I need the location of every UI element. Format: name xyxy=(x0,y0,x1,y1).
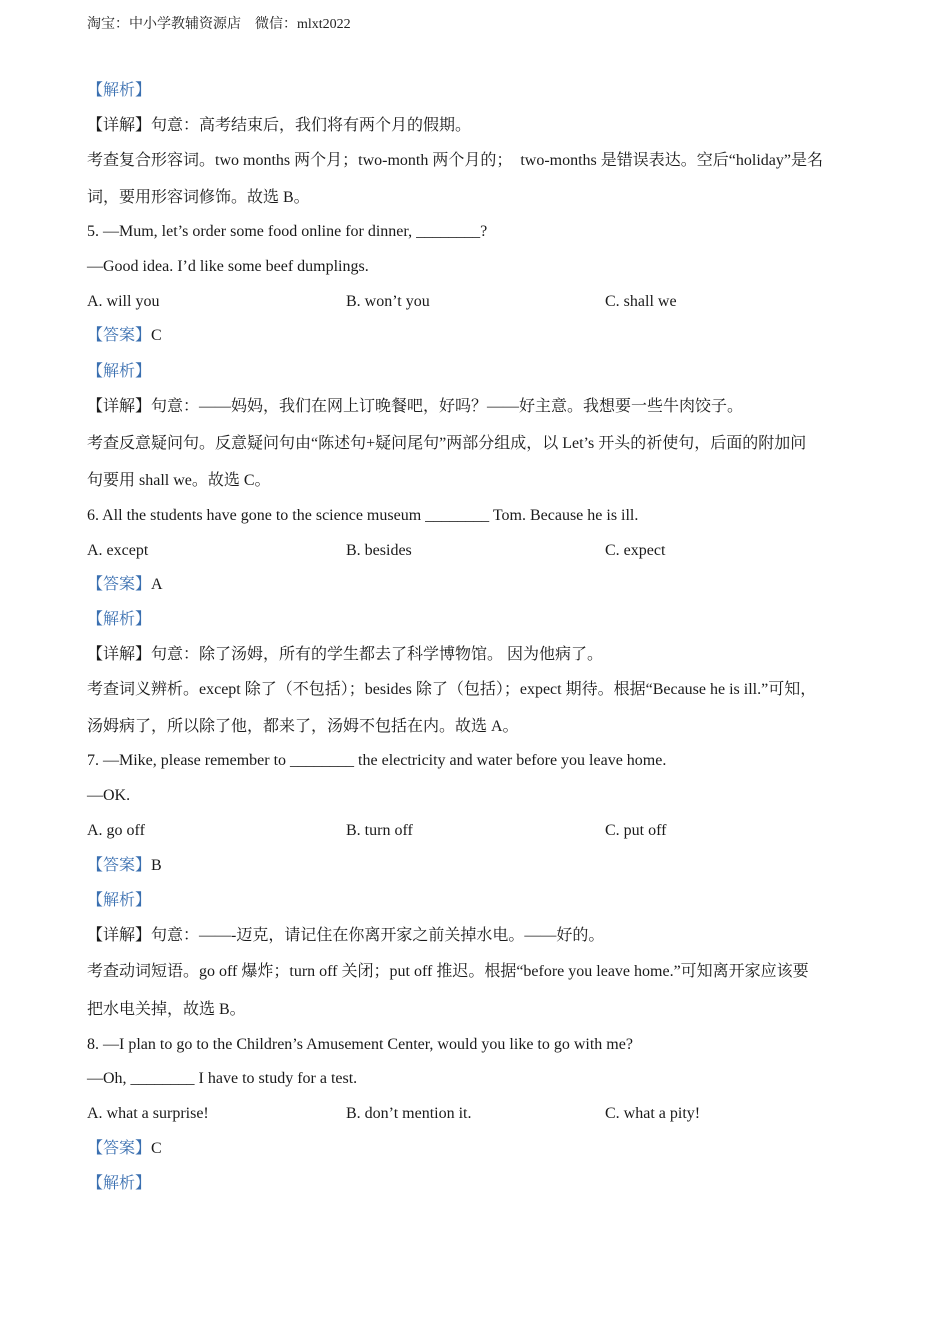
analysis-label: 【解析】 xyxy=(87,363,152,380)
q4-detail: 【详解】句意：高考结束后，我们将有两个月的假期。 xyxy=(87,117,472,134)
q7-reply: —OK. xyxy=(87,787,131,804)
q7-option-a: A. go off xyxy=(87,822,145,839)
q6-option-b: B. besides xyxy=(346,542,412,559)
q8-option-a: A. what a surprise! xyxy=(87,1105,209,1122)
q5-option-c: C. shall we xyxy=(605,293,677,310)
analysis-label: 【解析】 xyxy=(87,611,152,628)
q8-stem: 8. —I plan to go to the Children’s Amusement Center, would you like to go with me? xyxy=(87,1036,633,1053)
q7-answer: 【答案】B xyxy=(87,857,162,874)
q5-explanation-2: 句要用 shall we。故选 C。 xyxy=(87,472,271,489)
analysis-label: 【解析】 xyxy=(87,82,152,99)
q5-stem: 5. —Mum, let’s order some food online for dinner, ________? xyxy=(87,223,488,240)
q4-explanation-2: 词，要用形容词修饰。故选 B。 xyxy=(87,189,310,206)
q5-reply: —Good idea. I’d like some beef dumplings. xyxy=(87,258,369,275)
q5-answer: 【答案】C xyxy=(87,327,162,344)
q6-explanation-1: 考查词义辨析。except 除了（不包括）；besides 除了（包括）；expect 期待。根据“Because he is ill.”可知， xyxy=(87,681,817,698)
q4-explanation-1: 考查复合形容词。two months 两个月；two-month 两个月的； two-months 是错误表达。空后“holiday”是名 xyxy=(87,152,823,169)
q8-answer: 【答案】C xyxy=(87,1140,162,1157)
q6-option-c: C. expect xyxy=(605,542,666,559)
q6-option-a: A. except xyxy=(87,542,149,559)
q8-option-c: C. what a pity! xyxy=(605,1105,701,1122)
q5-option-a: A. will you xyxy=(87,293,160,310)
q6-detail: 【详解】句意：除了汤姆，所有的学生都去了科学博物馆。 因为他病了。 xyxy=(87,646,604,663)
q6-explanation-2: 汤姆病了，所以除了他，都来了，汤姆不包括在内。故选 A。 xyxy=(87,718,519,735)
q8-option-b: B. don’t mention it. xyxy=(346,1105,472,1122)
q8-reply: —Oh, ________ I have to study for a test. xyxy=(87,1070,358,1087)
analysis-label: 【解析】 xyxy=(87,892,152,909)
q5-option-b: B. won’t you xyxy=(346,293,430,310)
q7-option-b: B. turn off xyxy=(346,822,413,839)
page-header: 淘宝：中小学教辅资源店 微信：mlxt2022 xyxy=(87,17,351,32)
q7-explanation-1: 考查动词短语。go off 爆炸；turn off 关闭；put off 推迟。根据“before you leave home.”可知离开家应该要 xyxy=(87,963,809,980)
q5-explanation-1: 考查反意疑问句。反意疑问句由“陈述句+疑问尾句”两部分组成，以 Let’s 开头的祈使句，后面的附加问 xyxy=(87,435,807,452)
q6-answer: 【答案】A xyxy=(87,576,163,593)
q7-detail: 【详解】句意：——-迈克，请记住在你离开家之前关掉水电。——好的。 xyxy=(87,927,605,944)
q7-option-c: C. put off xyxy=(605,822,667,839)
q7-stem: 7. —Mike, please remember to ________ the electricity and water before you leave home. xyxy=(87,752,667,769)
q6-stem: 6. All the students have gone to the science museum ________ Tom. Because he is ill. xyxy=(87,507,639,524)
q7-explanation-2: 把水电关掉，故选 B。 xyxy=(87,1001,246,1018)
analysis-label: 【解析】 xyxy=(87,1175,152,1192)
q5-detail: 【详解】句意：——妈妈，我们在网上订晚餐吧，好吗？——好主意。我想要一些牛肉饺子。 xyxy=(87,398,744,415)
